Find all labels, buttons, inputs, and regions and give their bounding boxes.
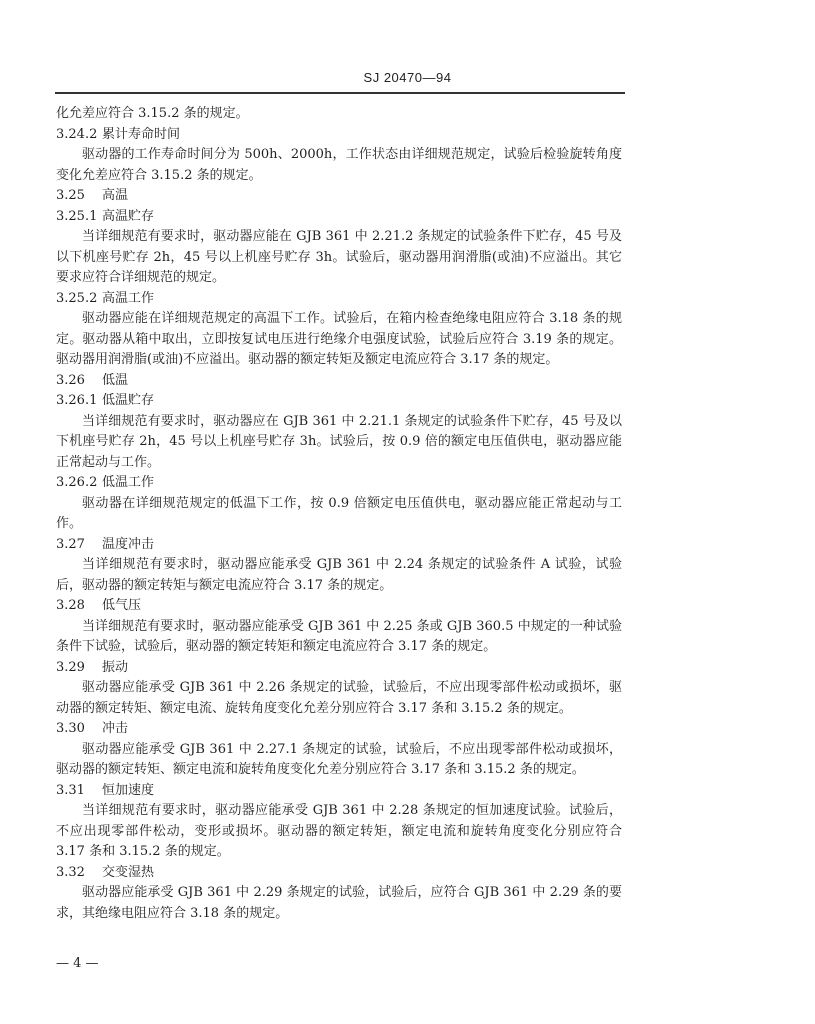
document-header-id: SJ 20470—94	[363, 70, 452, 85]
section-paragraph: 驱动器的工作寿命时间分为 500h、2000h，工作状态由详细规范规定，试验后检验旋转角度变化允差应符合 3.15.2 条的规定。	[56, 147, 622, 183]
section-title: 冲击	[102, 721, 129, 736]
section-heading	[56, 125, 622, 146]
section-number: 3.25	[56, 188, 85, 203]
section-title: 低温贮存	[102, 393, 155, 408]
section-number: 3.26	[56, 372, 85, 388]
section-paragraph: 当详细规范有要求时，驱动器应在 GJB 361 中 2.21.1 条规定的试验条件下贮存，45 号及以下机座号贮存 2h，45 号以上机座号贮存 3h。试验后，按 0.9 倍的额定电压值供电，驱动器应能正常起动与工作。	[56, 413, 622, 470]
section-title: 低温	[102, 372, 129, 388]
continuation-line: 化允差应符合 3.15.2 条的规定。	[56, 106, 249, 121]
section-number: 3.29	[56, 659, 85, 675]
page-number: — 4 —	[56, 956, 99, 971]
section-title: 高温贮存	[102, 208, 155, 224]
section-title: 温度冲击	[102, 536, 155, 552]
section-number: 3.30	[56, 721, 85, 736]
section-number: 3.24.2	[56, 126, 98, 142]
section-number: 3.26.1	[56, 393, 98, 408]
section-paragraph: 驱动器应能承受 GJB 361 中 2.27.1 条规定的试验，试验后，不应出现零部件松动或损坏，驱动器的额定转矩、额定电流和旋转角度变化允差分别应符合 3.17 条和 3.15.2 条的规定。	[56, 741, 622, 777]
section-paragraph: 当详细规范有要求时，驱动器应能在 GJB 361 中 2.21.2 条规定的试验条件下贮存，45 号及以下机座号贮存 2h，45 号以上机座号贮存 3h。试验后，驱动器用润滑脂(或油)不应溢出。其它要求应符合详细规范的规定。	[56, 229, 622, 285]
section-title: 低温工作	[102, 475, 155, 490]
section-title: 交变湿热	[102, 864, 155, 880]
section-heading	[56, 535, 622, 556]
section-heading	[56, 863, 622, 884]
section-number: 3.26.2	[56, 475, 98, 490]
section-title: 高温工作	[102, 290, 155, 306]
section-paragraph: 当详细规范有要求时，驱动器应能承受 GJB 361 中 2.24 条规定的试验条件 A 试验，试验后，驱动器的额定转矩与额定电流应符合 3.17 条的规定。	[56, 557, 622, 593]
section-title: 低气压	[102, 598, 142, 613]
section-heading	[56, 596, 622, 617]
section-heading	[56, 207, 622, 228]
section-heading	[56, 719, 622, 740]
section-number: 3.31	[56, 782, 85, 798]
section-number: 3.25.2	[56, 290, 98, 306]
section-paragraph: 驱动器应能承受 GJB 361 中 2.26 条规定的试验，试验后，不应出现零部件松动或损坏，驱动器的额定转矩、额定电流、旋转角度变化允差分别应符合 3.17 条和 3.15.2 条的规定。	[56, 680, 622, 716]
section-heading	[56, 473, 622, 494]
section-paragraph: 驱动器在详细规范规定的低温下工作，按 0.9 倍额定电压值供电，驱动器应能正常起动与工作。	[56, 495, 622, 531]
section-number: 3.28	[56, 598, 85, 613]
section-title: 恒加速度	[102, 782, 155, 798]
section-heading	[56, 391, 622, 412]
section-heading	[56, 289, 622, 310]
section-paragraph: 驱动器应能在详细规范规定的高温下工作。试验后，在箱内检查绝缘电阻应符合 3.18 条的规定。驱动器从箱中取出，立即按复试电压进行绝缘介电强度试验，试验后应符合 3.19 条的规定。驱动器用润滑脂(或油)不应溢出。驱动器的额定转矩及额定电流应符合 3.17 条的规定。	[56, 311, 622, 367]
document-body	[56, 104, 622, 924]
section-title: 振动	[102, 659, 129, 675]
section-number: 3.32	[56, 864, 85, 880]
section-paragraph: 驱动器应能承受 GJB 361 中 2.29 条规定的试验，试验后，应符合 GJB 361 中 2.29 条的要求，其绝缘电阻应符合 3.18 条的规定。	[56, 885, 622, 921]
header-rule	[55, 92, 625, 94]
section-paragraph: 当详细规范有要求时，驱动器应能承受 GJB 361 中 2.28 条规定的恒加速度试验。试验后，不应出现零部件松动，变形或损坏。驱动器的额定转矩，额定电流和旋转角度变化分别应符合 3.17 条和 3.15.2 条的规定。	[56, 803, 622, 859]
section-number: 3.27	[56, 536, 85, 552]
section-heading	[56, 658, 622, 679]
section-title: 高温	[102, 188, 129, 203]
section-heading	[56, 781, 622, 802]
section-number: 3.25.1	[56, 208, 98, 224]
section-heading	[56, 186, 622, 207]
section-title: 累计寿命时间	[102, 126, 181, 142]
section-paragraph: 当详细规范有要求时，驱动器应能承受 GJB 361 中 2.25 条或 GJB 360.5 中规定的一种试验条件下试验，试验后，驱动器的额定转矩和额定电流应符合 3.17 条的规定。	[56, 618, 622, 654]
section-heading	[56, 371, 622, 392]
